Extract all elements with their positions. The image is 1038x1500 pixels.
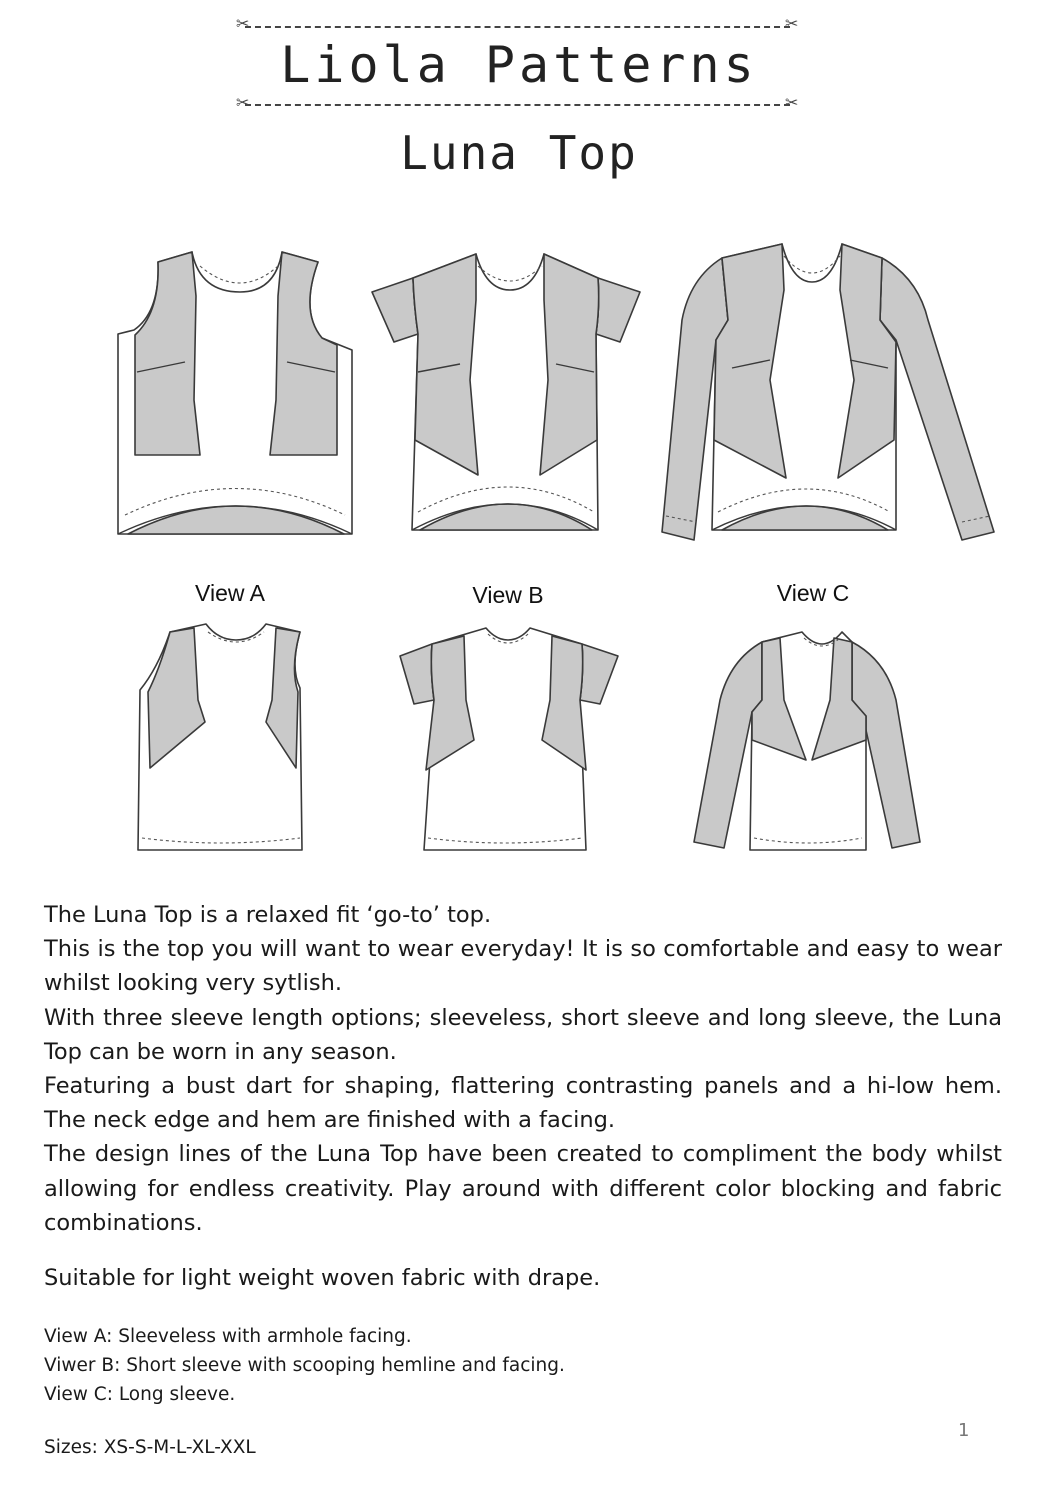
scissors-icon: ✂	[785, 93, 799, 112]
view-a-label: View A	[195, 580, 265, 606]
scissors-icon: ✂	[785, 14, 799, 33]
view-c-back-illustration	[694, 632, 920, 850]
size-range: Sizes: XS-S-M-L-XL-XXL	[44, 1437, 256, 1458]
view-a-front-illustration	[118, 252, 352, 534]
view-b-front-illustration	[372, 254, 640, 530]
view-notes	[44, 1322, 565, 1409]
description-paragraph: With three sleeve length options; sleeveless, short sleeve and long sleeve, the Luna Top can be worn in any season.	[44, 1004, 1002, 1065]
view-c-label: View C	[776, 580, 850, 606]
description-paragraph: Featuring a bust dart for shaping, flattering contrasting panels and a hi-low hem. The neck edge and hem are finished with a facing.	[44, 1073, 1002, 1134]
page-number: 1	[958, 1420, 970, 1441]
view-note: Viwer B: Short sleeve with scooping hemline and facing.	[44, 1355, 565, 1376]
description-paragraph: The Luna Top is a relaxed fit ‘go-to’ top.	[44, 902, 492, 928]
view-a-back-illustration	[138, 624, 302, 850]
description-paragraph: This is the top you will want to wear everyday! It is so comfortable and easy to wear whilst looking very sytlish.	[44, 936, 1002, 997]
view-note: View C: Long sleeve.	[44, 1384, 236, 1405]
pattern-description	[44, 898, 1002, 1240]
scissors-icon: ✂	[236, 93, 250, 112]
view-b-label: View B	[472, 582, 544, 608]
fabric-suitability: Suitable for light weight woven fabric with drape.	[44, 1265, 601, 1291]
view-note: View A: Sleeveless with armhole facing.	[44, 1326, 412, 1347]
description-paragraph: The design lines of the Luna Top have been created to compliment the body whilst allowing for endless creativity. Play around with different color blocking and fabric combinations.	[44, 1141, 1002, 1236]
pattern-title: Luna Top	[400, 126, 638, 180]
scissors-icon: ✂	[236, 14, 250, 33]
view-c-front-illustration	[662, 244, 994, 540]
brand-name: Liola Patterns	[280, 36, 758, 94]
view-b-back-illustration	[400, 628, 618, 850]
